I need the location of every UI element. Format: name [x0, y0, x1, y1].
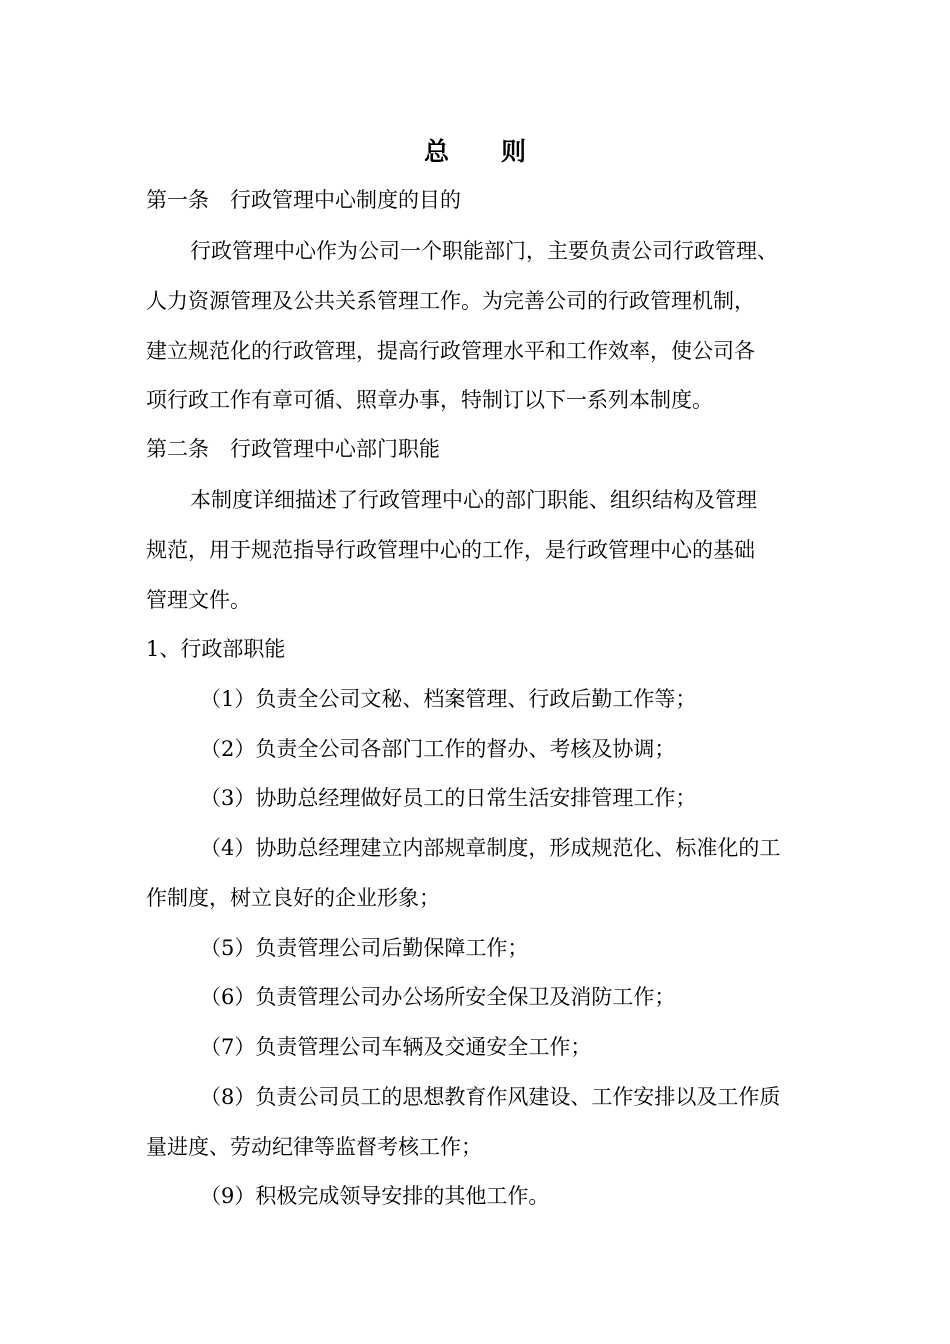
list-item: （2）负责全公司各部门工作的督办、考核及协调； — [200, 737, 676, 761]
article2-line: 规范，用于规范指导行政管理中心的工作，是行政管理中心的基础 — [146, 538, 755, 562]
document-title: 总则 — [423, 137, 578, 166]
list-item: （8）负责公司员工的思想教育作风建设、工作安排以及工作质 — [200, 1085, 781, 1109]
list-item: （5）负责管理公司后勤保障工作； — [200, 936, 529, 960]
article2-line: 管理文件。 — [146, 588, 251, 612]
article2-line: 本制度详细描述了行政管理中心的部门职能、组织结构及管理 — [190, 488, 757, 512]
list-item: （1）负责全公司文秘、档案管理、行政后勤工作等； — [200, 687, 697, 711]
list-item: （4）协助总经理建立内部规章制度，形成规范化、标准化的工 — [200, 836, 781, 860]
article1-line: 项行政工作有章可循、照章办事，特制订以下一系列本制度。 — [146, 388, 713, 412]
list-item: （6）负责管理公司办公场所安全保卫及消防工作； — [200, 985, 676, 1009]
list-item: （9）积极完成领导安排的其他工作。 — [200, 1184, 550, 1208]
article1-line: 人力资源管理及公共关系管理工作。为完善公司的行政管理机制， — [146, 289, 755, 313]
section1-heading: 1、行政部职能 — [146, 637, 286, 661]
list-item: （3）协助总经理做好员工的日常生活安排管理工作； — [200, 786, 697, 810]
list-item-continuation: 作制度，树立良好的企业形象； — [146, 886, 440, 910]
article1-heading: 第一条 行政管理中心制度的目的 — [146, 188, 461, 212]
article1-line: 行政管理中心作为公司一个职能部门，主要负责公司行政管理、 — [190, 239, 778, 263]
list-item-continuation: 量进度、劳动纪律等监督考核工作； — [146, 1135, 482, 1159]
article2-heading: 第二条 行政管理中心部门职能 — [146, 437, 440, 461]
article1-line: 建立规范化的行政管理，提高行政管理水平和工作效率，使公司各 — [146, 339, 755, 363]
list-item: （7）负责管理公司车辆及交通安全工作； — [200, 1035, 592, 1059]
